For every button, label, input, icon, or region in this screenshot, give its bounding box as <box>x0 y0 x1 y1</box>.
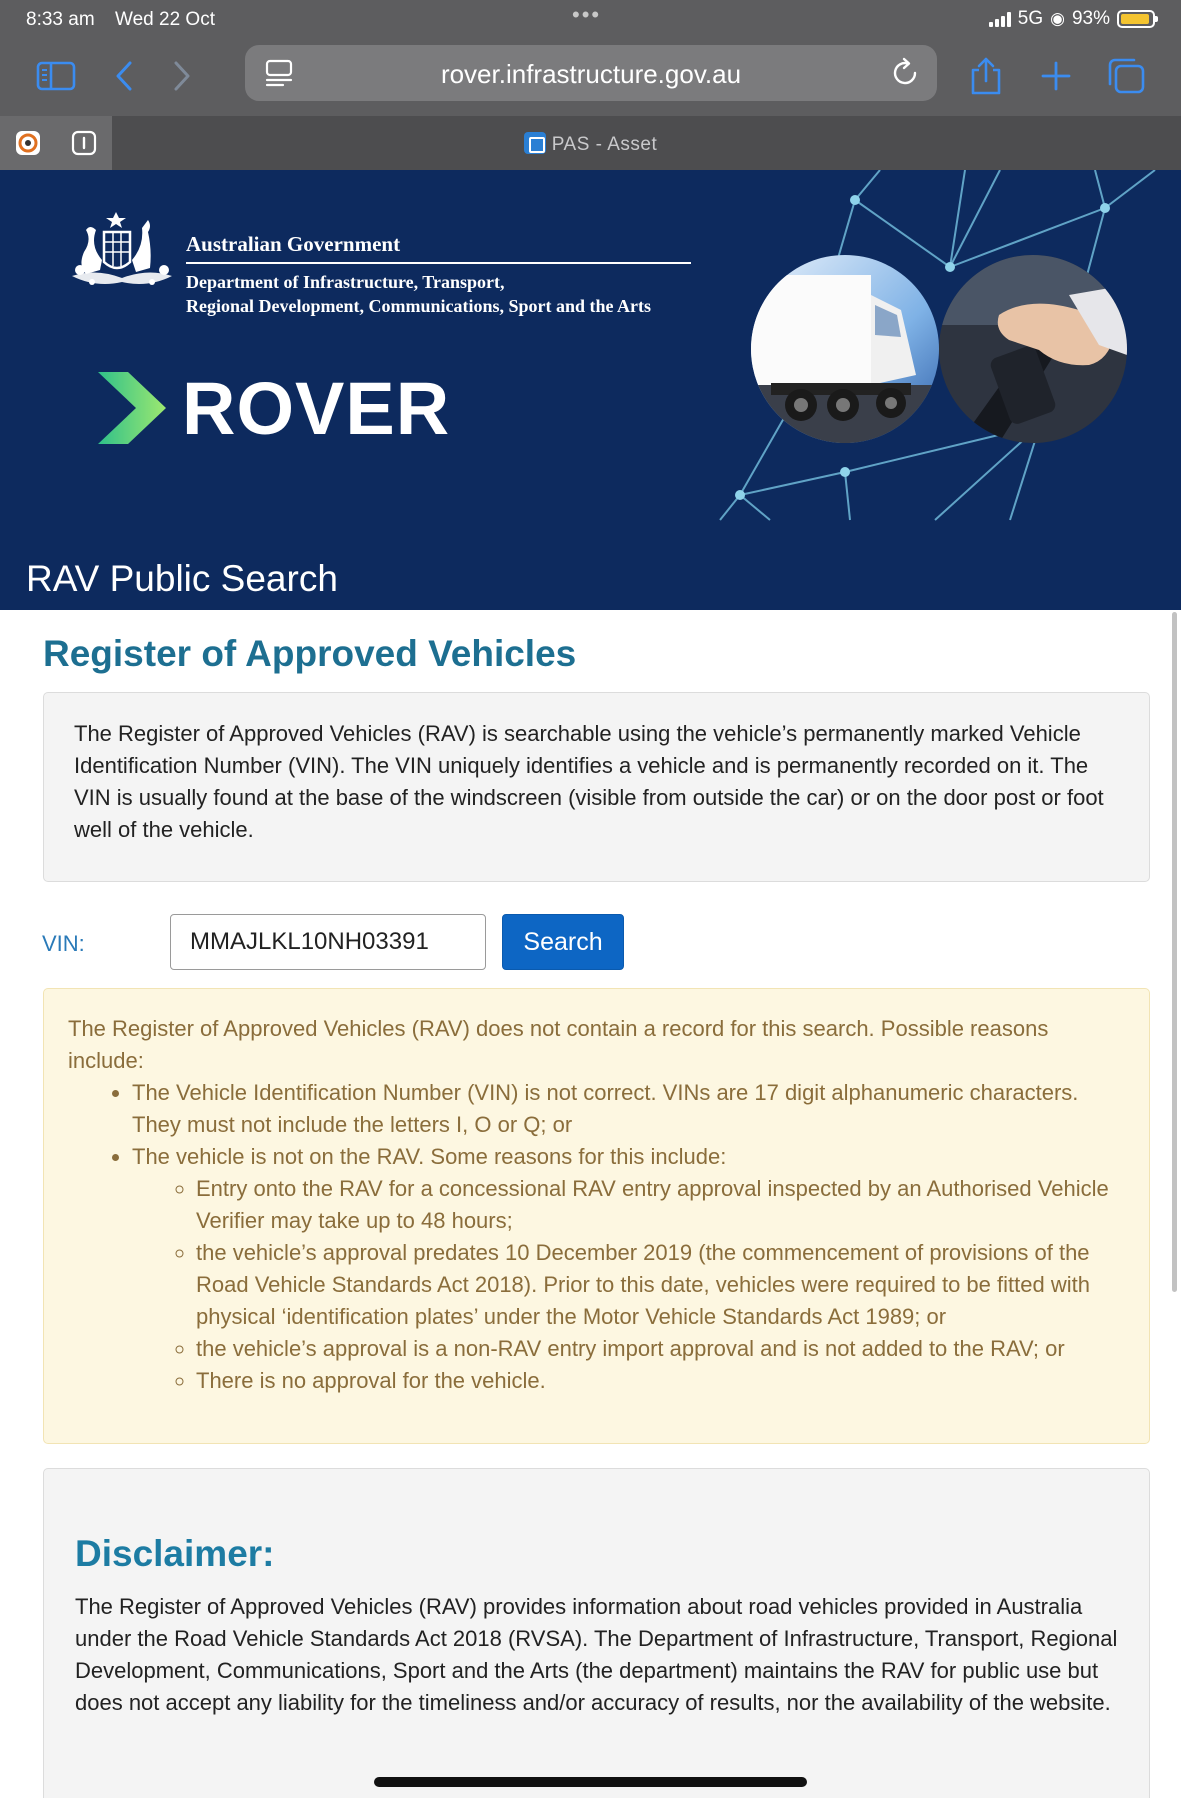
network-type: 5G <box>1017 8 1044 29</box>
status-time: 8:33 am <box>26 9 95 30</box>
address-bar[interactable] <box>245 45 937 101</box>
department-line-1: Department of Infrastructure, Transport, <box>186 272 505 292</box>
multitasking-dots-icon[interactable]: ••• <box>572 2 602 27</box>
status-date: Wed 22 Oct <box>115 9 215 30</box>
tab-bar <box>0 116 1181 170</box>
reason-item-text: The vehicle is not on the RAV. Some reasons for this include: <box>132 1144 727 1169</box>
hero-banner <box>0 170 1181 610</box>
sub-reason-list <box>132 1173 1125 1397</box>
disclaimer-heading: Disclaimer: <box>75 1533 275 1574</box>
browser-chrome <box>0 0 1181 170</box>
reload-icon[interactable] <box>889 57 921 89</box>
forward-icon[interactable] <box>158 52 206 100</box>
coat-of-arms-logo <box>66 210 178 292</box>
battery-icon <box>1117 10 1155 28</box>
sub-reason-item: ◦ Entry onto the RAV for a concessional RAV entry approval inspected by an Authorised Vehicle Verifier may take up to 48 hours; <box>196 1173 1125 1237</box>
tab-overview-icon[interactable] <box>1102 52 1150 100</box>
vin-input[interactable] <box>170 914 486 970</box>
sub-reason-item: ◦ the vehicle’s approval is a non-RAV entry import approval and is not added to the RAV; or <box>196 1333 1125 1365</box>
no-record-alert <box>43 988 1150 1444</box>
alert-lead: The Register of Approved Vehicles (RAV) does not contain a record for this search. Possible reasons include: <box>68 1016 1049 1073</box>
department-line-2: Regional Development, Communications, Sport and the Arts <box>186 296 652 316</box>
truck-photo <box>751 255 939 443</box>
location-icon: ◉ <box>1050 9 1065 28</box>
tab-title: PAS - Asset <box>551 134 658 155</box>
section-title: RAV Public Search <box>26 558 338 599</box>
battery-fill <box>1121 14 1149 24</box>
sub-reason-item: ◦ There is no approval for the vehicle. <box>196 1365 1125 1397</box>
status-indicators <box>989 8 1155 30</box>
sidebar-toggle-icon[interactable] <box>32 52 80 100</box>
sub-reason-item: ◦ the vehicle’s approval predates 10 December 2019 (the commencement of provisions of the Road Vehicle Standards Act 2018). Prior to this date, vehicles were required to be fitted with physical ‘identification plates’ under the Motor Vehicle Standards Act 1989; or <box>196 1237 1125 1333</box>
scrollbar[interactable] <box>1172 612 1177 1292</box>
reason-item: • The Vehicle Identification Number (VIN) is not correct. VINs are 17 digit alphanumeric characters. They must not include the letters I, O or Q; or <box>132 1077 1125 1141</box>
active-tab[interactable] <box>0 132 1181 156</box>
reason-item <box>132 1141 1125 1397</box>
disclaimer-panel <box>43 1468 1150 1798</box>
search-button[interactable]: Search <box>502 914 624 970</box>
signal-icon <box>989 12 1011 27</box>
home-indicator[interactable] <box>374 1777 807 1787</box>
tab-favicon-icon <box>524 132 546 154</box>
gov-name: Australian Government <box>186 232 401 256</box>
reason-list <box>68 1077 1125 1397</box>
department-name <box>186 270 706 318</box>
back-icon[interactable] <box>100 52 148 100</box>
disclaimer-text: The Register of Approved Vehicles (RAV) provides information about road vehicles provided in Australia under the Road Vehicle Standards Act 2018 (RVSA). The Department of Infrastructure, Transport, Regional Development, Communications, Sport and the Arts (the department) maintains the RAV for public use but does not accept any liability for the timeliness and/or accuracy of results, nor the availability of the website. <box>75 1594 1118 1715</box>
status-bar <box>0 0 1181 40</box>
page-title: Register of Approved Vehicles <box>43 633 577 674</box>
intro-panel <box>43 692 1150 882</box>
rover-chevron-icon <box>98 372 166 444</box>
rover-logo-text: ROVER <box>182 367 451 450</box>
battery-percent: 93% <box>1071 8 1110 29</box>
intro-text: The Register of Approved Vehicles (RAV) is searchable using the vehicle’s permanently marked Vehicle Identification Number (VIN). The VIN uniquely identifies a vehicle and is permanently recorded on it. The VIN is usually found at the base of the windscreen (visible from outside the car) or on the door post or foot well of the vehicle. <box>74 721 1104 842</box>
gov-divider <box>186 262 691 264</box>
vin-label: VIN: <box>42 931 85 956</box>
seatbelt-photo <box>939 255 1127 443</box>
url-text: rover.infrastructure.gov.au <box>440 59 742 89</box>
share-icon[interactable] <box>962 52 1010 100</box>
new-tab-icon[interactable] <box>1032 52 1080 100</box>
